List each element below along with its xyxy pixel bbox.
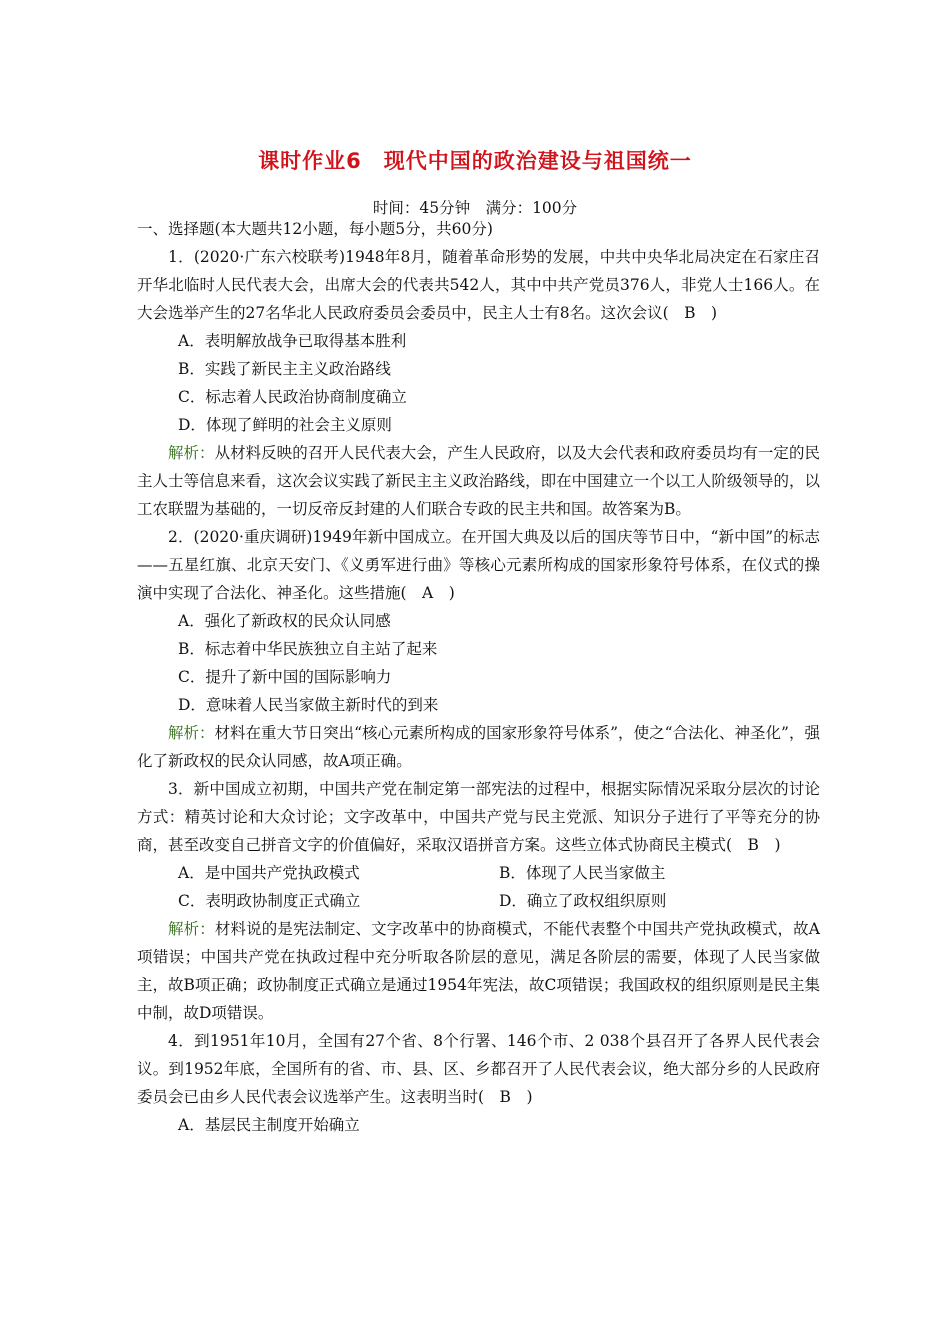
question-1-stem: 1．(2020·广东六校联考)1948年8月，随着革命形势的发展，中共中央华北局决定在石家庄召开华北临时人民代表大会，出席大会的代表共542人，其中中共产党员376人，非党人士166人。在大会选举产生的27名华北人民政府委员会委员中，民主人士有8名。这次会议( B ) [137,248,820,322]
exam-meta: 时间：45分钟 满分：100分 [372,199,578,217]
question-1-option-b: B．实践了新民主主义政治路线 [178,360,391,378]
question-2-analysis [137,719,820,775]
question-3-stem: 3．新中国成立初期，中国共产党在制定第一部宪法的过程中，根据实际情况采取分层次的讨论方式：精英讨论和大众讨论；文字改革中，中国共产党与民主党派、知识分子进行了平等充分的协商，甚至改变自己拼音文字的价值偏好，采取汉语拼音方案。这些立体式协商民主模式( B ) [137,780,820,854]
question-1-option-a: A．表明解放战争已取得基本胜利 [178,332,407,350]
question-2-option-d: D．意味着人民当家做主新时代的到来 [178,696,439,714]
question-3-option-b: B．体现了人民当家做主 [499,864,666,882]
document-title: 课时作业6 现代中国的政治建设与祖国统一 [258,149,692,173]
question-3-option-d: D．确立了政权组织原则 [499,892,667,910]
question-3-option-c: C．表明政协制度正式确立 [178,892,361,910]
question-2-option-c: C．提升了新中国的国际影响力 [178,668,392,686]
analysis-text: 从材料反映的召开人民代表大会，产生人民政府，以及大会代表和政府委员均有一定的民主人士等信息来看，这次会议实践了新民主主义政治路线，即在中国建立一个以工人阶级领导的，以工农联盟为基础的，一切反帝反封建的人们联合专政的民主共和国。故答案为B。 [137,444,820,518]
question-3-options-row-2 [137,887,820,915]
question-4-option-a: A．基层民主制度开始确立 [178,1116,360,1134]
analysis-label: 解析： [168,444,215,462]
question-2-option-a: A．强化了新政权的民众认同感 [178,612,391,630]
analysis-text: 材料说的是宪法制定、文字改革中的协商模式，不能代表整个中国共产党执政模式，故A项错误；中国共产党在执政过程中充分听取各阶层的意见，满足各阶层的需要，体现了人民当家做主，故B项正确；政协制度正式确立是通过1954年宪法，故C项错误；我国政权的组织原则是民主集中制，故D项错误。 [137,920,820,1022]
question-3-options-row-1 [137,859,820,887]
question-3-analysis [137,915,820,1027]
analysis-label: 解析： [168,920,215,938]
question-1-analysis [137,439,820,523]
document-body [137,215,820,1139]
question-2-option-b: B．标志着中华民族独立自主站了起来 [178,640,438,658]
analysis-label: 解析： [168,724,215,742]
question-1-option-c: C．标志着人民政治协商制度确立 [178,388,407,406]
question-1-option-d: D．体现了鲜明的社会主义原则 [178,416,392,434]
section-heading: 一、选择题(本大题共12小题，每小题5分，共60分) [137,220,493,238]
question-2-stem: 2．(2020·重庆调研)1949年新中国成立。在开国大典及以后的国庆等节日中，“新中国”的标志——五星红旗、北京天安门、《义勇军进行曲》等核心元素所构成的国家形象符号体系，在仪式的操演中实现了合法化、神圣化。这些措施( A ) [137,528,820,602]
question-3-option-a: A．是中国共产党执政模式 [178,864,360,882]
analysis-text: 材料在重大节日突出“核心元素所构成的国家形象符号体系”，使之“合法化、神圣化”，强化了新政权的民众认同感，故A项正确。 [137,724,820,770]
question-4-stem: 4．到1951年10月，全国有27个省、8个行署、146个市、2 038个县召开了各界人民代表会议。到1952年底，全国所有的省、市、县、区、乡都召开了人民代表会议，绝大部分乡的人民政府委员会已由乡人民代表会议选举产生。这表明当时( B ) [137,1032,820,1106]
